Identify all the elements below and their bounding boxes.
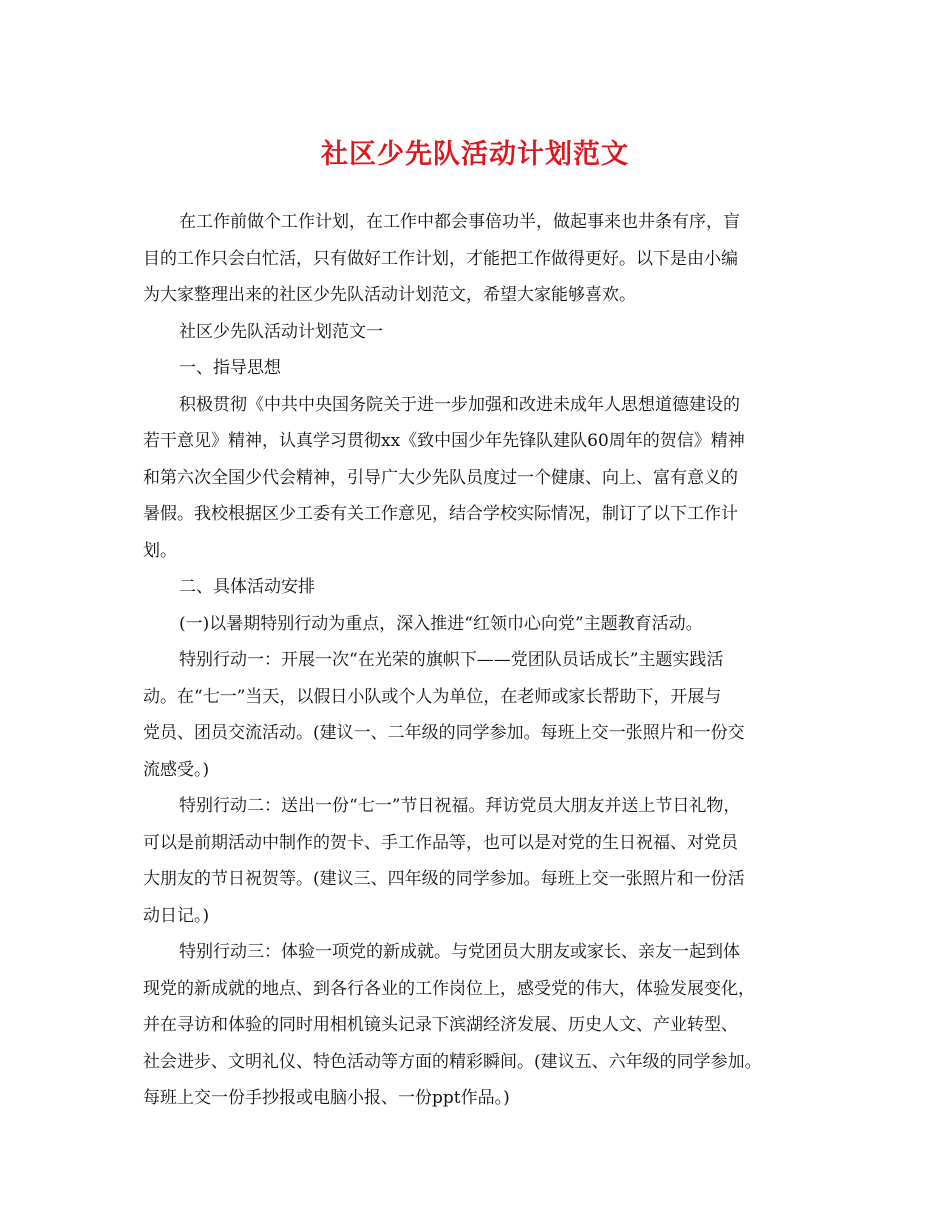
body-line: 划。 <box>143 540 177 561</box>
body-line: 党员、团员交流活动。(建议一、二年级的同学参加。每班上交一张照片和一份交 <box>143 723 745 743</box>
body-line: 动日记。) <box>143 905 210 926</box>
body-line: 为大家整理出来的社区少先队活动计划范文，希望大家能够喜欢。 <box>143 285 636 305</box>
document-title: 社区少先队活动计划范文 <box>321 139 629 170</box>
body-line: 流感受。) <box>143 759 210 780</box>
section-heading: 一、指导思想 <box>179 358 281 378</box>
body-line: 在工作前做个工作计划，在工作中都会事倍功半，做起事来也井条有序，盲 <box>179 212 740 232</box>
body-line: 暑假。我校根据区少工委有关工作意见，结合学校实际情况，制订了以下工作计 <box>143 504 738 524</box>
body-line: 特别行动三：体验一项党的新成就。与党团员大朋友或家长、亲友一起到体 <box>179 942 740 962</box>
body-line: 积极贯彻《中共中央国务院关于进一步加强和改进未成年人思想道德建设的 <box>179 394 740 415</box>
document-body <box>143 204 833 1117</box>
body-line: 每班上交一份手抄报或电脑小报、一份ppt作品。) <box>143 1088 510 1108</box>
body-line: (一)以暑期特别行动为重点，深入推进“红领巾心向党”主题教育活动。 <box>179 613 703 634</box>
body-line: 目的工作只会白忙活，只有做好工作计划，才能把工作做得更好。以下是由小编 <box>143 248 738 269</box>
body-line: 可以是前期活动中制作的贺卡、手工作品等，也可以是对党的生日祝福、对党员 <box>143 832 738 853</box>
section-heading: 社区少先队活动计划范文一 <box>179 321 383 342</box>
body-line: 特别行动一：开展一次“在光荣的旗帜下——党团队员话成长”主题实践活 <box>179 650 724 670</box>
body-line: 和第六次全国少代会精神，引导广大少先队员度过一个健康、向上、富有意义的 <box>143 467 738 488</box>
body-line: 特别行动二：送出一份“七一”节日祝福。拜访党员大朋友并送上节日礼物， <box>179 796 741 816</box>
body-line: 大朋友的节日祝贺等。(建议三、四年级的同学参加。每班上交一张照片和一份活 <box>143 869 745 889</box>
body-line: 动。在“七一”当天，以假日小队或个人为单位，在老师或家长帮助下，开展与 <box>143 686 722 707</box>
body-line: 并在寻访和体验的同时用相机镜头记录下滨湖经济发展、历史人文、产业转型、 <box>143 1015 738 1035</box>
section-heading: 二、具体活动安排 <box>179 577 315 597</box>
body-line: 社会进步、文明礼仪、特色活动等方面的精彩瞬间。(建议五、六年级的同学参加。 <box>143 1051 762 1072</box>
body-line: 若干意见》精神，认真学习贯彻xx《致中国少年先锋队建队60周年的贺信》精神 <box>143 431 745 451</box>
body-line: 现党的新成就的地点、到各行各业的工作岗位上，感受党的伟大，体验发展变化， <box>143 978 755 999</box>
